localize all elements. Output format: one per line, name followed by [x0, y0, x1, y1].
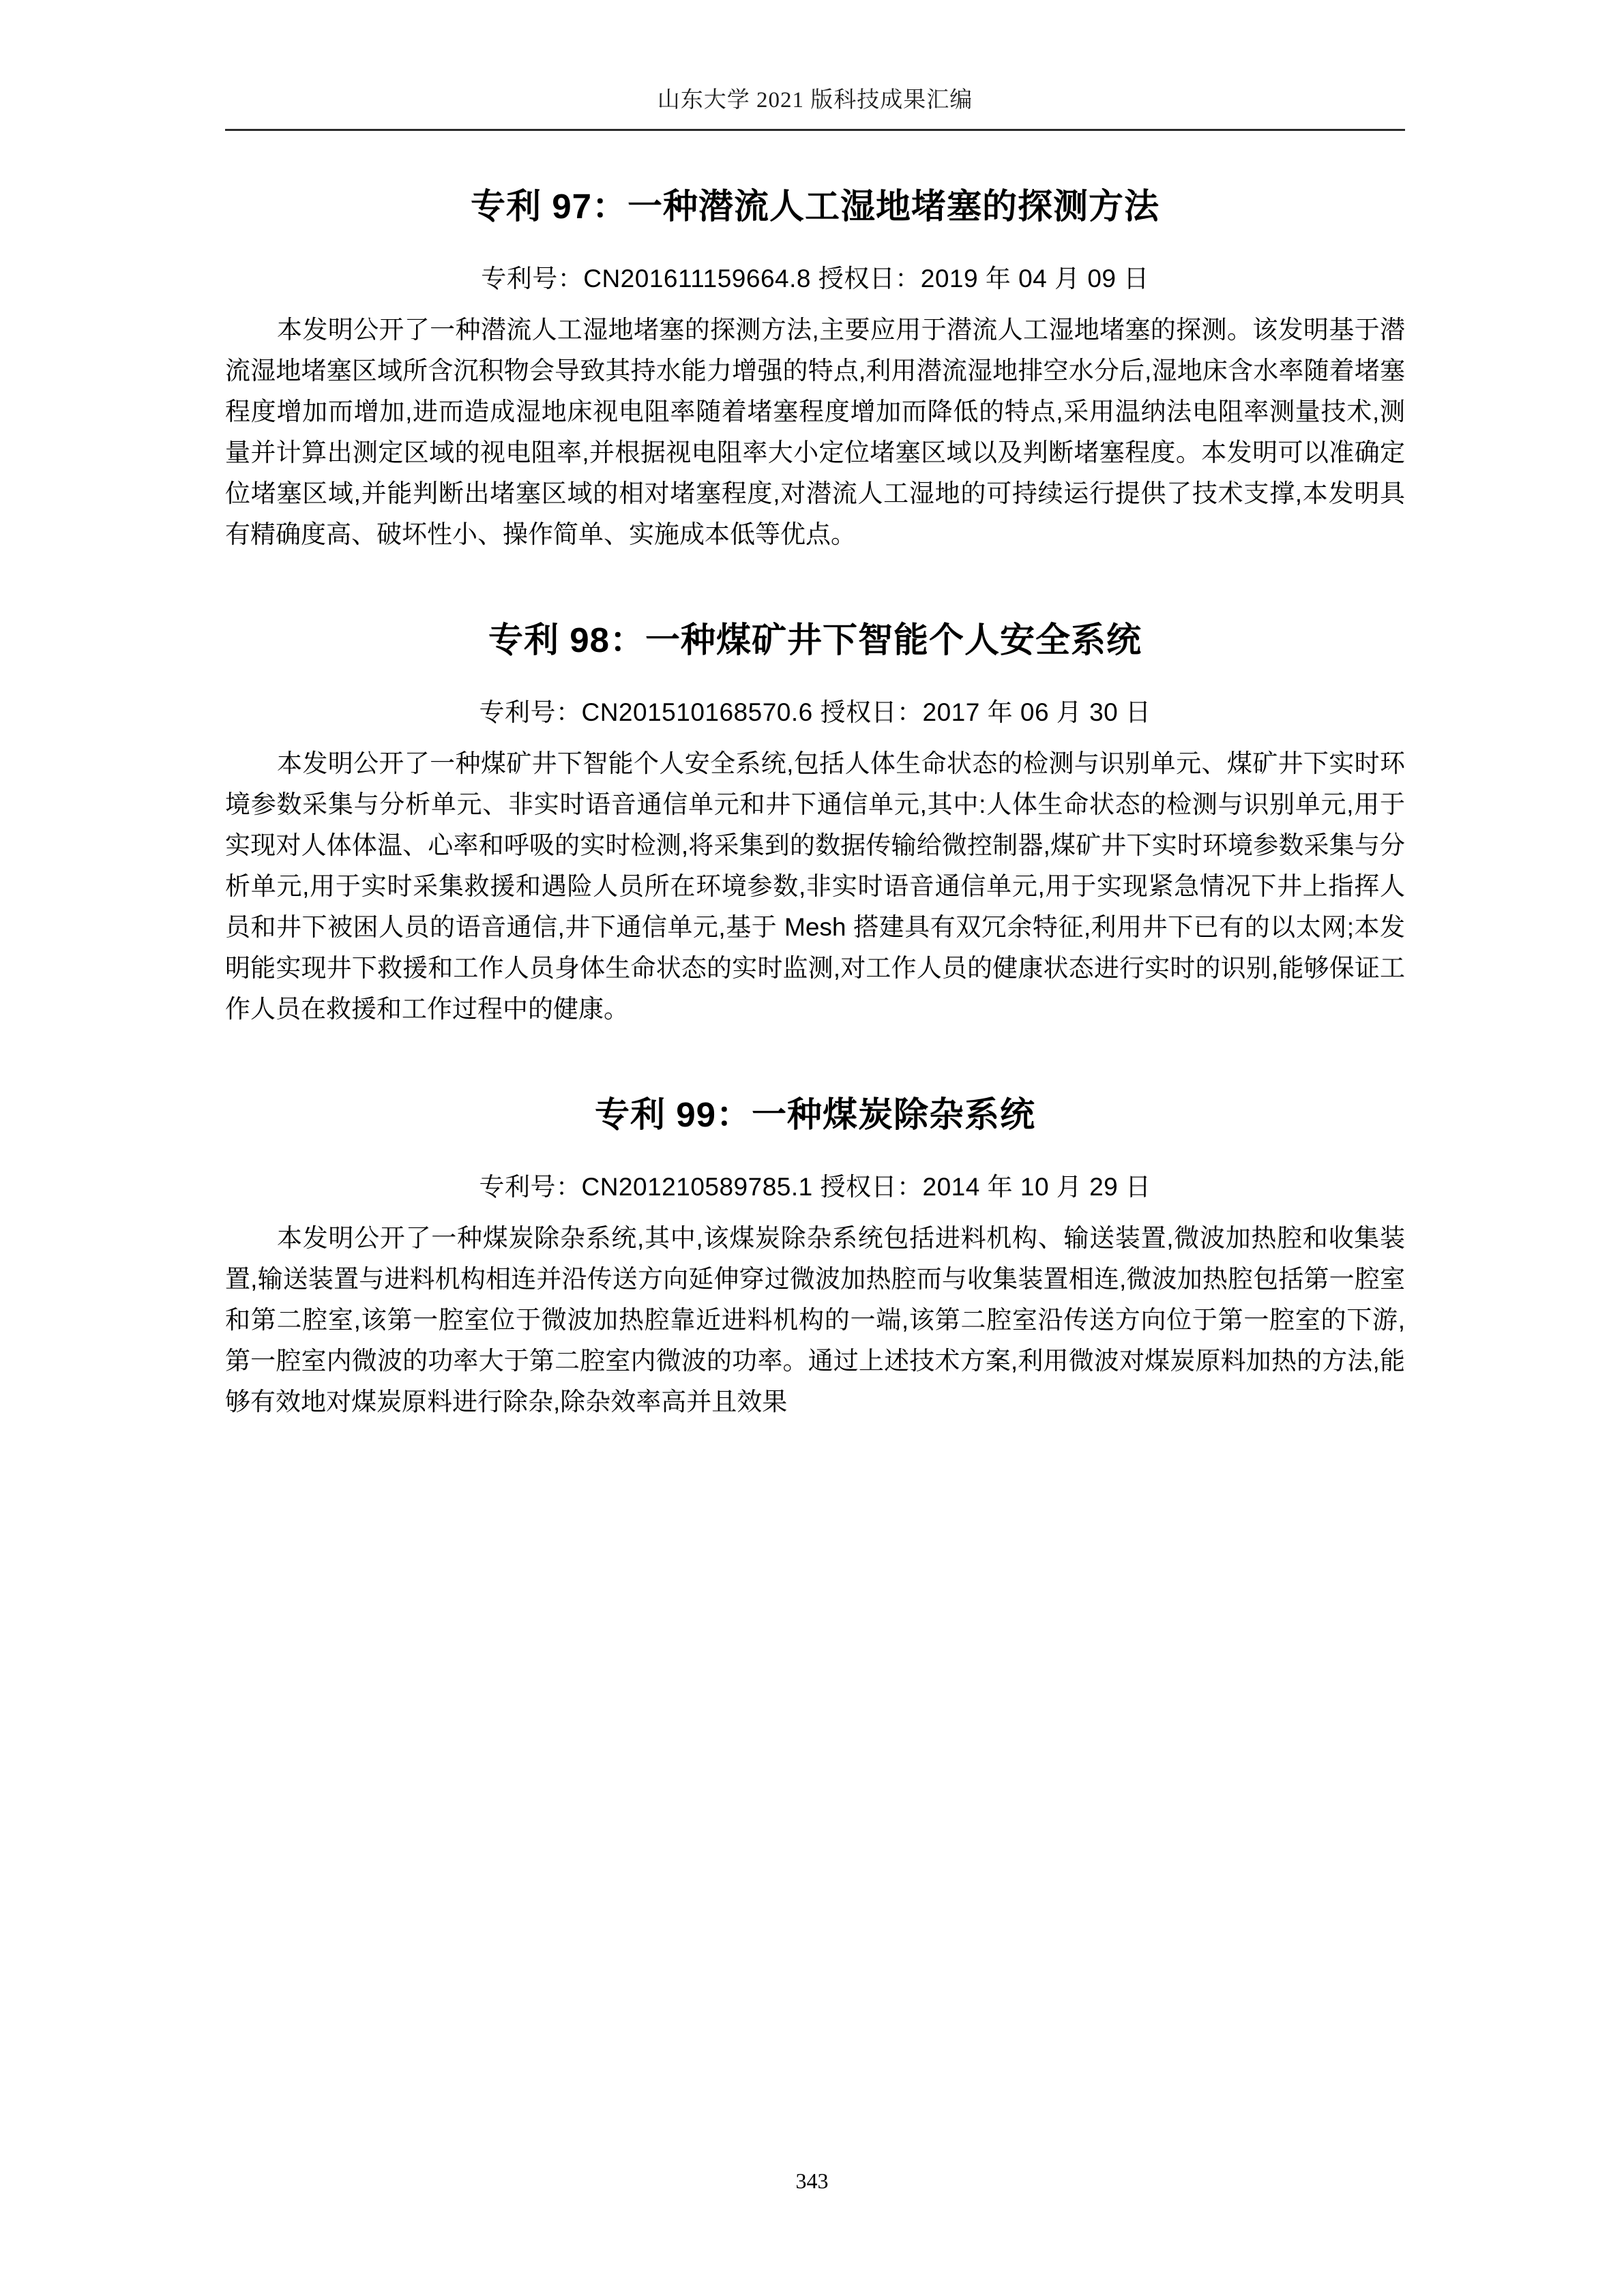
patent-title-97: 专利 97：一种潜流人工湿地堵塞的探测方法 — [471, 187, 1160, 226]
patent-number-line-98: 专利号：CN201510168570.6 授权日：2017 年 06 月 30 日 — [479, 698, 1151, 727]
patent-section-98 — [225, 618, 1405, 1030]
patent-number-line-99: 专利号：CN201210589785.1 授权日：2014 年 10 月 29 日 — [479, 1173, 1151, 1202]
patent-number-line-97: 专利号：CN201611159664.8 授权日：2019 年 04 月 09 日 — [481, 265, 1149, 293]
patent-abstract-99: 本发明公开了一种煤炭除杂系统,其中,该煤炭除杂系统包括进料机构、输送装置,微波加热腔和收集装置,输送装置与进料机构相连并沿传送方向延伸穿过微波加热腔而与收集装置相连,微波加热腔包括第一腔室和第二腔室,该第一腔室位于微波加热腔靠近进料机构的一端,该第二腔室沿传送方向位于第一腔室的下游,第一腔室内微波的功率大于第二腔室内微波的功率。通过上述技术方案,利用微波对煤炭原料加热的方法,能够有效地对煤炭原料进行除杂,除杂效率高并且效果 — [225, 1224, 1405, 1416]
page-content — [225, 0, 1405, 1422]
patent-section-97 — [225, 184, 1405, 555]
header-divider — [225, 129, 1405, 131]
patent-section-99 — [225, 1092, 1405, 1422]
patent-title-99: 专利 99：一种煤炭除杂系统 — [595, 1094, 1035, 1134]
page-number: 343 — [795, 2168, 829, 2193]
patent-abstract-98: 本发明公开了一种煤矿井下智能个人安全系统,包括人体生命状态的检测与识别单元、煤矿井下实时环境参数采集与分析单元、非实时语音通信单元和井下通信单元,其中:人体生命状态的检测与识别单元,用于实现对人体体温、心率和呼吸的实时检测,将采集到的数据传输给微控制器,煤矿井下实时环境参数采集与分析单元,用于实时采集救援和遇险人员所在环境参数,非实时语音通信单元,用于实现紧急情况下井上指挥人员和井下被困人员的语音通信,井下通信单元,基于 Mesh 搭建具有双冗余特征,利用井下已有的以太网;本发明能实现井下救援和工作人员身体生命状态的实时监测,对工作人员的健康状态进行实时的识别,能够保证工作人员在救援和工作过程中的健康。 — [225, 749, 1405, 1023]
patent-title-98: 专利 98：一种煤矿井下智能个人安全系统 — [488, 620, 1142, 659]
running-header: 山东大学 2021 版科技成果汇编 — [657, 88, 973, 113]
patent-abstract-97: 本发明公开了一种潜流人工湿地堵塞的探测方法,主要应用于潜流人工湿地堵塞的探测。该发明基于潜流湿地堵塞区域所含沉积物会导致其持水能力增强的特点,利用潜流湿地排空水分后,湿地床含水率随着堵塞程度增加而增加,进而造成湿地床视电阻率随着堵塞程度增加而降低的特点,采用温纳法电阻率测量技术,测量并计算出测定区域的视电阻率,并根据视电阻率大小定位堵塞区域以及判断堵塞程度。本发明可以准确定位堵塞区域,并能判断出堵塞区域的相对堵塞程度,对潜流人工湿地的可持续运行提供了技术支撑,本发明具有精确度高、破坏性小、操作简单、实施成本低等优点。 — [225, 316, 1405, 548]
